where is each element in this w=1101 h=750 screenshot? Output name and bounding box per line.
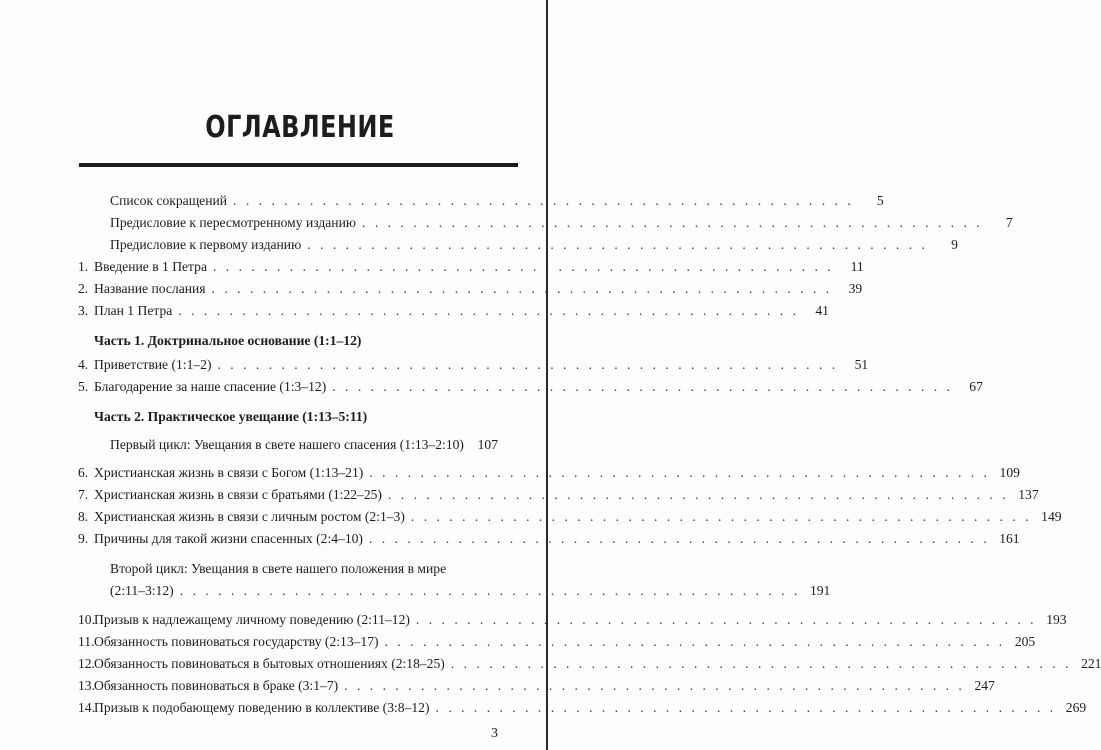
chapter-number: 10.	[78, 612, 95, 627]
toc-entry-page: 109	[999, 465, 1020, 480]
toc-entry-title: Обязанность повиноваться в бытовых отношениях (2:18–25)	[94, 656, 445, 671]
toc-entry-chapter-5[interactable]	[94, 378, 983, 396]
leader-dots: . . . . . . . . . . . . . . . . . . . . . . . . . . . . . . . . . . . . . . . . . . . . . . . . .	[178, 303, 799, 318]
chapter-number: 7.	[78, 487, 89, 502]
toc-entry-cycle-1[interactable]	[110, 436, 498, 454]
leader-dots: . . . . . . . . . . . . . . . . . . . . . . . . . . . . . . . . . . . . . . . . . . . . . . . . .	[213, 259, 834, 274]
toc-entry-title: План 1 Петра	[94, 303, 173, 318]
chapter-number: 5.	[78, 379, 89, 394]
chapter-number: 3.	[78, 303, 89, 318]
toc-entry-chapter-10[interactable]	[94, 611, 1067, 629]
toc-entry-title: Призыв к подобающему поведению в коллективе (3:8–12)	[94, 700, 430, 715]
leader-dots: . . . . . . . . . . . . . . . . . . . . . . . . . . . . . . . . . . . . . . . . . . . . . . . . .	[410, 509, 1032, 524]
toc-entry-title: Первый цикл: Увещания в свете нашего спасения (1:13–2:10)	[110, 437, 464, 452]
toc-entry-cycle-2[interactable]	[110, 582, 831, 600]
toc-entry-chapter-8[interactable]	[94, 508, 1062, 526]
part-heading-1: Часть 1. Доктринальное основание (1:1–12)	[94, 333, 362, 348]
toc-entry-page: 161	[999, 531, 1020, 546]
chapter-number: 6.	[78, 465, 89, 480]
toc-entry-title: Введение в 1 Петра	[94, 259, 207, 274]
toc-entry-page: 5	[876, 193, 884, 208]
toc-entry-title: Список сокращений	[110, 193, 228, 208]
page-title: ОГЛАВЛЕНИЕ	[205, 110, 395, 145]
toc-entry-cycle-2-line1[interactable]: Второй цикл: Увещания в свете нашего положения в мире	[110, 561, 447, 576]
chapter-number: 13.	[78, 678, 95, 693]
leader-dots: . . . . . . . . . . . . . . . . . . . . . . . . . . . . . . . . . . . . . . . . . . . . . . . . .	[217, 357, 839, 372]
leader-dots: . . . . . . . . . . . . . . . . . . . . . . . . . . . . . . . . . . . . . . . . . . . . . . . . .	[362, 215, 983, 230]
toc-entry-page: 221	[1081, 656, 1101, 671]
toc-entry-chapter-9[interactable]	[94, 530, 1020, 548]
toc-entry-chapter-7[interactable]	[94, 486, 1039, 504]
toc-entry-title: (2:11–3:12)	[110, 583, 174, 598]
toc-entry-page: 205	[1014, 634, 1036, 649]
toc-entry-page: 193	[1046, 612, 1067, 627]
chapter-number: 8.	[78, 509, 89, 524]
toc-entry-chapter-1[interactable]	[94, 258, 864, 276]
leader-dots: . . . . . . . . . . . . . . . . . . . . . . . . . . . . . . . . . . . . . . . . . . . . . . . . .	[211, 281, 833, 296]
toc-entry-page: 41	[815, 303, 829, 318]
toc-entry-page: 269	[1065, 700, 1087, 715]
toc-entry-page: 137	[1018, 487, 1039, 502]
toc-entry-page: 7	[1005, 215, 1013, 230]
toc-entry-title: Приветствие (1:1–2)	[94, 357, 212, 372]
chapter-number: 1.	[78, 259, 89, 274]
toc-entry-title: Христианская жизнь в связи с братьями (1:22–25)	[94, 487, 382, 502]
toc-entry-title: Обязанность повиноваться государству (2:13–17)	[94, 634, 379, 649]
chapter-number: 11.	[78, 634, 95, 649]
toc-entry-title: Обязанность повиноваться в браке (3:1–7)	[94, 678, 339, 693]
toc-entry-page: 191	[809, 583, 831, 598]
toc-entry-page: 107	[477, 437, 498, 452]
leader-dots: . . . . . . . . . . . . . . . . . . . . . . . . . . . . . . . . . . . . . . . . . . . . . . . . .	[307, 237, 928, 252]
toc-entry-page: 9	[951, 237, 958, 252]
toc-entry-front-1[interactable]	[110, 192, 884, 210]
toc-entry-page: 11	[850, 259, 864, 274]
leader-dots: . . . . . . . . . . . . . . . . . . . . . . . . . . . . . . . . . . . . . . . . . . . . . . . . .	[415, 612, 1037, 627]
leader-dots: . . . . . . . . . . . . . . . . . . . . . . . . . . . . . . . . . . . . . . . . . . . . . . . . .	[179, 583, 801, 598]
toc-entry-page: 247	[974, 678, 995, 693]
chapter-number: 4.	[78, 357, 89, 372]
toc-entry-page: 67	[969, 379, 983, 394]
toc-entry-front-2[interactable]	[110, 214, 1013, 232]
part-heading-2: Часть 2. Практическое увещание (1:13–5:11)	[94, 409, 368, 424]
toc-entry-chapter-12[interactable]	[94, 655, 1101, 673]
chapter-number: 2.	[78, 281, 89, 296]
toc-entry-page: 149	[1041, 509, 1062, 524]
toc-entry-chapter-3[interactable]	[94, 302, 829, 320]
leader-dots: . . . . . . . . . . . . . . . . . . . . . . . . . . . . . . . . . . . . . . . . . . . . . . . . .	[450, 656, 1072, 671]
leader-dots: . . . . . . . . . . . . . . . . . . . . . . . . . . . . . . . . . . . . . . . . . . . . . . . . .	[387, 487, 1009, 502]
leader-dots: . . . . . . . . . . . . . . . . . . . . . . . . . . . . . . . . . . . . . . . . . . . . . . . . .	[368, 531, 990, 546]
toc-entry-title: Предисловие к первому изданию	[110, 237, 302, 252]
leader-dots: . . . . . . . . . . . . . . . . . . . . . . . . . . . . . . . . . . . . . . . . . . . . . . . . .	[233, 193, 854, 208]
toc-entry-chapter-6[interactable]	[94, 464, 1020, 482]
leader-dots: . . . . . . . . . . . . . . . . . . . . . . . . . . . . . . . . . . . . . . . . . . . . . . . . .	[435, 700, 1057, 715]
toc-entry-chapter-11[interactable]	[94, 633, 1036, 651]
toc-entry-front-3[interactable]	[110, 236, 958, 254]
toc-entry-chapter-4[interactable]	[94, 356, 869, 374]
toc-entry-title: Христианская жизнь в связи с Богом (1:13–21)	[94, 465, 364, 480]
leader-dots: . . . . . . . . . . . . . . . . . . . . . . . . . . . . . . . . . . . . . . . . . . . . . . . . .	[369, 465, 990, 480]
leader-dots: . . . . . . . . . . . . . . . . . . . . . . . . . . . . . . . . . . . . . . . . . . . . . . . . .	[384, 634, 1006, 649]
toc-entry-page: 39	[848, 281, 863, 296]
toc-entry-title: Призыв к надлежащему личному поведению (2:11–12)	[94, 612, 410, 627]
toc-entry-page: 51	[854, 357, 869, 372]
toc-entry-title: Причины для такой жизни спасенных (2:4–10)	[94, 531, 363, 546]
toc-entry-title: Христианская жизнь в связи с личным ростом (2:1–3)	[94, 509, 405, 524]
chapter-number: 12.	[78, 656, 95, 671]
title-rule	[79, 163, 518, 167]
chapter-number: 9.	[78, 531, 89, 546]
toc-entry-chapter-13[interactable]	[94, 677, 995, 695]
toc-entry-chapter-2[interactable]	[94, 280, 863, 298]
toc-entry-title: Предисловие к пересмотренному изданию	[110, 215, 357, 230]
leader-dots: . . . . . . . . . . . . . . . . . . . . . . . . . . . . . . . . . . . . . . . . . . . . . . . . .	[344, 678, 965, 693]
leader-dots: . . . . . . . . . . . . . . . . . . . . . . . . . . . . . . . . . . . . . . . . . . . . . . . . .	[332, 379, 953, 394]
toc-entry-chapter-14[interactable]	[94, 699, 1087, 717]
toc-entry-title: Название послания	[94, 281, 206, 296]
page-number: 3	[491, 726, 498, 741]
chapter-number: 14.	[78, 700, 95, 715]
toc-entry-title: Благодарение за наше спасение (1:3–12)	[94, 379, 327, 394]
